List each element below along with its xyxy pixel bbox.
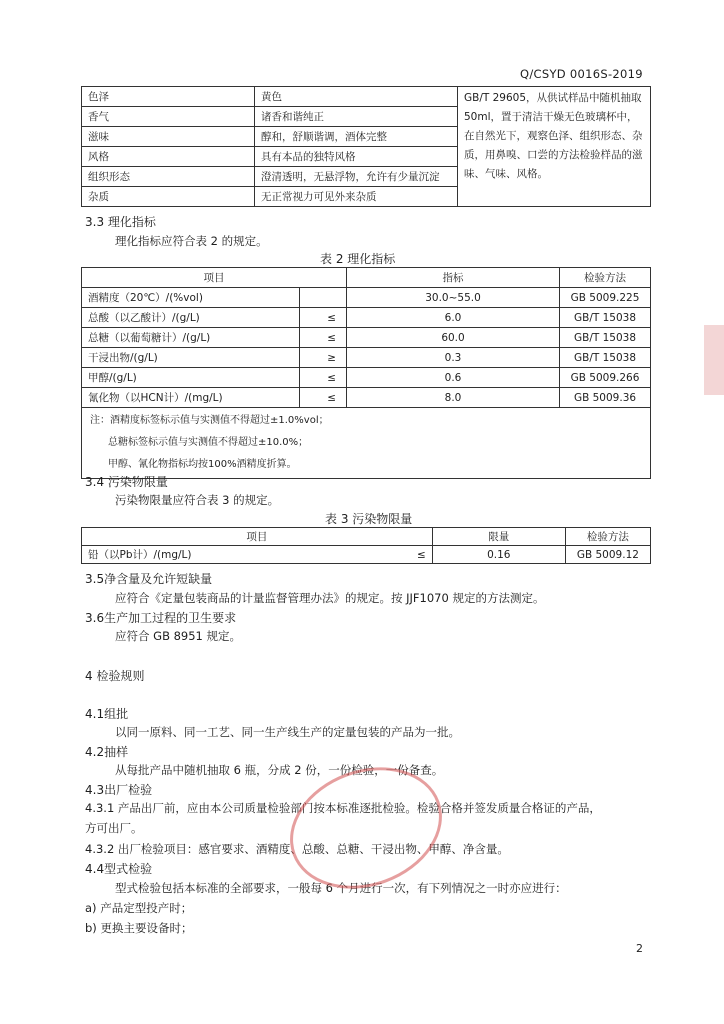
table-header: 限量 — [432, 528, 565, 546]
subsection-heading: 4.4型式检验 — [85, 862, 153, 876]
table-caption: 表 2 理化指标 — [320, 252, 396, 266]
table-cell: GB 5009.36 — [560, 388, 651, 408]
table-cell: 滋味 — [82, 127, 255, 147]
note-line: 甲醇、氰化物指标均按100%酒精度折算。 — [108, 459, 297, 470]
table-cell: ≥ — [300, 348, 347, 368]
table-caption: 表 3 污染物限量 — [325, 512, 413, 526]
list-item: a) 产品定型投产时； — [85, 901, 193, 915]
table-cell: 0.6 — [347, 368, 560, 388]
paragraph: 型式检验包括本标准的全部要求，一般每 6 个月进行一次，有下列情况之一时亦应进行： — [115, 881, 567, 895]
document-code: Q/CSYD 0016S-2019 — [520, 67, 643, 81]
table-cell — [300, 288, 347, 308]
table-cell: 铅（以Pb计）/(mg/L) — [82, 546, 400, 564]
table-cell: 0.3 — [347, 348, 560, 368]
subsection-heading: 4.1组批 — [85, 707, 129, 721]
table-cell: ≤ — [400, 546, 433, 564]
table-cell: 30.0~55.0 — [347, 288, 560, 308]
table-cell: 甲醇/(g/L) — [82, 368, 300, 388]
section-heading: 3.5净含量及允许短缺量 — [85, 572, 213, 586]
table-cell: GB 5009.266 — [560, 368, 651, 388]
paragraph: 以同一原料、同一工艺、同一生产线生产的定量包装的产品为一批。 — [115, 725, 460, 739]
note-line: 总糖标签标示值与实测值不得超过±10.0%； — [108, 437, 309, 448]
table-cell: ≤ — [300, 308, 347, 328]
section-heading: 3.4 污染物限量 — [85, 475, 168, 489]
page-number: 2 — [636, 942, 643, 955]
table-cell: 氰化物（以HCN计）/(mg/L) — [82, 388, 300, 408]
table-header: 项目 — [82, 528, 433, 546]
section-heading: 3.6生产加工过程的卫生要求 — [85, 611, 237, 625]
table-row — [82, 546, 651, 564]
table-cell: 醇和，舒顺谐调，酒体完整 — [255, 127, 458, 147]
table-cell: 黄色 — [255, 87, 458, 107]
table-cell: 6.0 — [347, 308, 560, 328]
paragraph: 应符合《定量包装商品的计量监督管理办法》的规定。按 JJF1070 规定的方法测定。 — [115, 591, 545, 605]
table-header: 指标 — [347, 268, 560, 288]
table-cell: GB 5009.12 — [565, 546, 650, 564]
table-cell: GB/T 15038 — [560, 308, 651, 328]
paragraph: 方可出厂。 — [85, 821, 143, 835]
table-cell: 杂质 — [82, 187, 255, 207]
edge-seal-fragment — [704, 325, 724, 395]
table-cell: 诸香和谐纯正 — [255, 107, 458, 127]
table-cell: 具有本品的独特风格 — [255, 147, 458, 167]
table-header: 检验方法 — [565, 528, 650, 546]
list-item: b) 更换主要设备时； — [85, 921, 193, 935]
table-cell: 8.0 — [347, 388, 560, 408]
table-row — [82, 348, 651, 368]
sensory-method-cell: GB/T 29605，从供试样品中随机抽取50ml，置于清洁干燥无色玻璃杯中，在自然光下，观察色泽、组织形态、杂质，用鼻嗅、口尝的方法检验样品的滋味、气味、风格。 — [458, 87, 651, 207]
subsection-heading: 4.2抽样 — [85, 745, 129, 759]
table-row — [82, 288, 651, 308]
table-cell: 总糖（以葡萄糖计）/(g/L) — [82, 328, 300, 348]
subsection-heading: 4.3出厂检验 — [85, 783, 153, 797]
table-cell: GB/T 15038 — [560, 328, 651, 348]
table-row — [82, 368, 651, 388]
paragraph: 应符合 GB 8951 规定。 — [115, 629, 242, 643]
table-header: 检验方法 — [560, 268, 651, 288]
table-cell: 酒精度（20℃）/(%vol) — [82, 288, 300, 308]
table-row — [82, 308, 651, 328]
section-heading: 4 检验规则 — [85, 669, 145, 683]
sensory-table — [81, 86, 651, 207]
table-cell: ≤ — [300, 368, 347, 388]
paragraph: 污染物限量应符合表 3 的规定。 — [115, 493, 280, 507]
note-line: 注：酒精度标签标示值与实测值不得超过±1.0%vol； — [90, 415, 329, 426]
table-cell: GB/T 15038 — [560, 348, 651, 368]
section-heading: 3.3 理化指标 — [85, 215, 156, 229]
table-cell: 风格 — [82, 147, 255, 167]
table-cell: 干浸出物/(g/L) — [82, 348, 300, 368]
contaminant-table — [81, 527, 651, 564]
paragraph: 从每批产品中随机抽取 6 瓶，分成 2 份，一份检验，一份备查。 — [115, 763, 444, 777]
table-cell: 0.16 — [432, 546, 565, 564]
table-header: 项目 — [82, 268, 347, 288]
table-cell: 组织形态 — [82, 167, 255, 187]
table-cell: ≤ — [300, 328, 347, 348]
table-cell: 色泽 — [82, 87, 255, 107]
table-note — [82, 408, 651, 479]
table-cell: 总酸（以乙酸计）/(g/L) — [82, 308, 300, 328]
table-cell: ≤ — [300, 388, 347, 408]
table-cell: 澄清透明，无悬浮物，允许有少量沉淀 — [255, 167, 458, 187]
table-cell: GB 5009.225 — [560, 288, 651, 308]
table-cell: 60.0 — [347, 328, 560, 348]
paragraph: 4.3.2 出厂检验项目：感官要求、酒精度、总酸、总糖、干浸出物、甲醇、净含量。 — [85, 842, 509, 856]
table-cell: 香气 — [82, 107, 255, 127]
physicochemical-table — [81, 267, 651, 479]
paragraph: 4.3.1 产品出厂前，应由本公司质量检验部门按本标准逐批检验。检验合格并签发质量合格证的产品， — [85, 801, 601, 815]
paragraph: 理化指标应符合表 2 的规定。 — [115, 234, 268, 248]
table-row — [82, 328, 651, 348]
table-cell: 无正常视力可见外来杂质 — [255, 187, 458, 207]
table-row — [82, 388, 651, 408]
